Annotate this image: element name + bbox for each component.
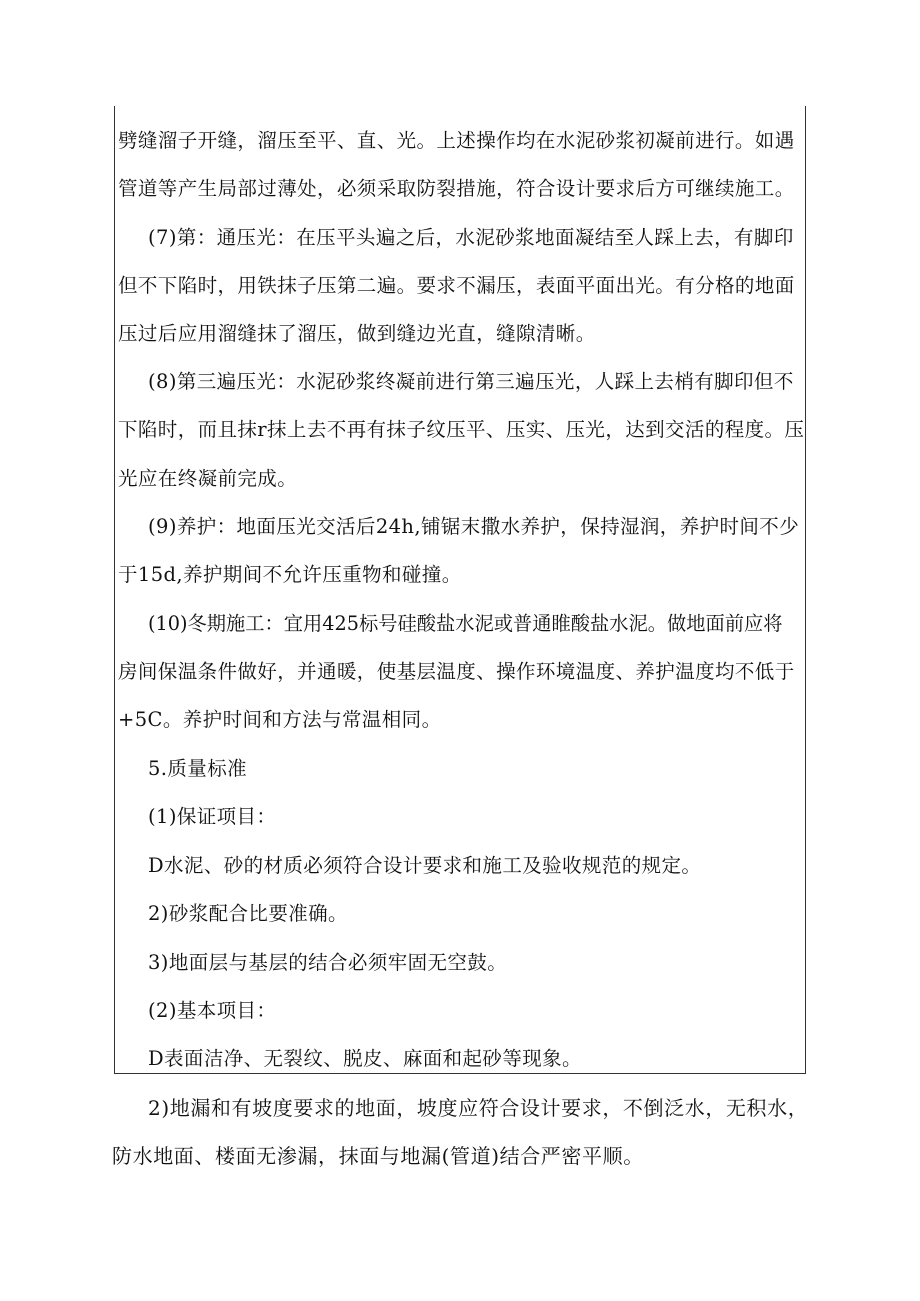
text-line: 下陷时，而且抹r抹上去不再有抹子纹压平、压实、压光，达到交活的程度。压 xyxy=(118,418,805,441)
section-heading: 5.质量标准 xyxy=(148,757,248,780)
text-line: (8)第三遍压光：水泥砂浆终凝前进行第三遍压光，人踩上去梢有脚印但不 xyxy=(148,370,794,393)
text-line: (9)养护：地面压光交活后24h,铺锯末撒水养护，保持湿润，养护时间不少 xyxy=(148,515,800,538)
text-line: 3)地面层与基层的结合必须牢固无空鼓。 xyxy=(148,951,508,974)
text-line: 2)砂浆配合比要准确。 xyxy=(148,902,348,925)
text-line: (7)第：通压光：在压平头遍之后，水泥砂浆地面凝结至人踩上去，有脚印 xyxy=(148,226,794,249)
text-line: 管道等产生局部过薄处，必须采取防裂措施，符合设计要求后方可继续施工。 xyxy=(118,177,795,200)
text-line: 但不下陷时，用铁抹子压第二遍。要求不漏压，表面平面出光。有分格的地面 xyxy=(118,274,795,297)
text-line: 劈缝溜子开缝，溜压至平、直、光。上述操作均在水泥砂浆初凝前进行。如遇 xyxy=(118,129,795,152)
text-line: (1)保证项目： xyxy=(148,805,277,828)
text-line: (2)基本项目： xyxy=(148,999,277,1022)
text-line: 压过后应用溜缝抹了溜压，做到缝边光直，缝隙清晰。 xyxy=(118,322,596,345)
text-line: (10)冬期施工：宜用425标号硅酸盐水泥或普通睢酸盐水泥。做地面前应将 xyxy=(148,612,783,635)
paragraph-line: 2)地漏和有坡度要求的地面，坡度应符合设计要求，不倒泛水，无积水， xyxy=(148,1096,809,1120)
paragraph-line: 防水地面、楼面无渗漏，抹面与地漏(管道)结合严密平顺。 xyxy=(112,1144,644,1168)
text-line: D表面洁净、无裂纹、脱皮、麻面和起砂等现象。 xyxy=(148,1047,582,1070)
text-line: 于15d,养护期间不允许压重物和碰撞。 xyxy=(118,563,462,586)
table-frame xyxy=(114,106,806,1074)
text-line: 光应在终凝前完成。 xyxy=(118,467,298,490)
text-line: D水泥、砂的材质必须符合设计要求和施工及验收规范的规定。 xyxy=(148,854,702,877)
text-line: 房间保温条件做好，并通暖，使基层温度、操作环境温度、养护温度均不低于 xyxy=(118,660,795,683)
text-line: +5C。养护时间和方法与常温相同。 xyxy=(118,708,442,731)
